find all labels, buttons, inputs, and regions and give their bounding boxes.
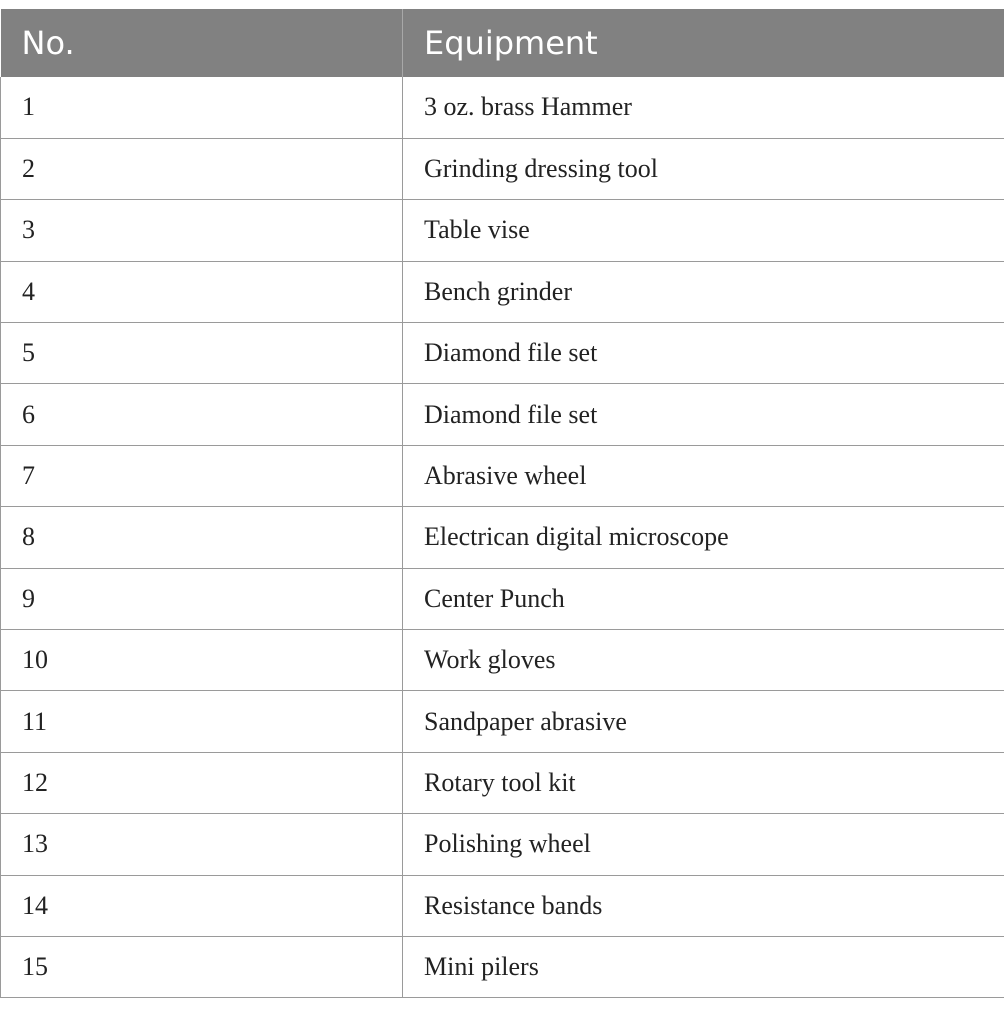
cell-no: 13 (1, 814, 403, 875)
cell-no: 5 (1, 323, 403, 384)
table-row (1, 875, 1004, 936)
cell-no: 8 (1, 507, 403, 568)
cell-equipment: Work gloves (403, 630, 1004, 691)
cell-equipment: Mini pilers (403, 936, 1004, 997)
table-row (1, 507, 1004, 568)
table-row (1, 752, 1004, 813)
equipment-table (0, 9, 1004, 998)
cell-no: 6 (1, 384, 403, 445)
table-row (1, 630, 1004, 691)
table-row (1, 384, 1004, 445)
table-row (1, 200, 1004, 261)
table-row (1, 138, 1004, 199)
table-row (1, 568, 1004, 629)
header-row (1, 9, 1004, 77)
cell-no: 9 (1, 568, 403, 629)
cell-no: 2 (1, 138, 403, 199)
cell-equipment: Grinding dressing tool (403, 138, 1004, 199)
cell-equipment: Bench grinder (403, 261, 1004, 322)
cell-equipment: Electrican digital microscope (403, 507, 1004, 568)
cell-equipment: Abrasive wheel (403, 445, 1004, 506)
cell-equipment: Diamond file set (403, 323, 1004, 384)
cell-equipment: Sandpaper abrasive (403, 691, 1004, 752)
cell-no: 14 (1, 875, 403, 936)
cell-no: 3 (1, 200, 403, 261)
cell-equipment: Polishing wheel (403, 814, 1004, 875)
cell-no: 10 (1, 630, 403, 691)
table-row (1, 936, 1004, 997)
table-header (1, 9, 1004, 77)
table-row (1, 261, 1004, 322)
table-row (1, 445, 1004, 506)
cell-equipment: Center Punch (403, 568, 1004, 629)
equipment-table-container (0, 9, 1004, 998)
header-no: No. (1, 9, 403, 77)
cell-no: 4 (1, 261, 403, 322)
header-equipment: Equipment (424, 24, 598, 62)
table-body (1, 77, 1004, 998)
cell-equipment: Resistance bands (403, 875, 1004, 936)
cell-no: 7 (1, 445, 403, 506)
table-row (1, 814, 1004, 875)
cell-no: 12 (1, 752, 403, 813)
table-row (1, 691, 1004, 752)
cell-equipment: 3 oz. brass Hammer (403, 77, 1004, 138)
cell-no: 15 (1, 936, 403, 997)
cell-equipment: Table vise (403, 200, 1004, 261)
cell-equipment: Rotary tool kit (403, 752, 1004, 813)
cell-no: 11 (1, 691, 403, 752)
cell-no: 1 (1, 77, 403, 138)
table-row (1, 323, 1004, 384)
table-row (1, 77, 1004, 138)
cell-equipment: Diamond file set (403, 384, 1004, 445)
